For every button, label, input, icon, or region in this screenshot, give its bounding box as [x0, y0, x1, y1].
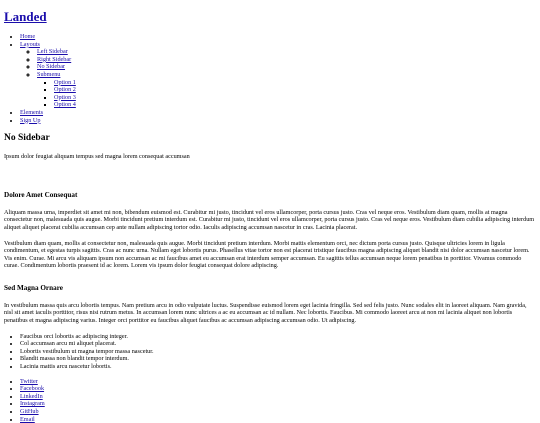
section-heading: Sed Magna Ornare: [4, 283, 63, 292]
nav-link-option-2[interactable]: Option 2: [54, 86, 76, 94]
section-paragraph: Vestibulum diam quam, mollis at consectetur non, malesuada quis augue. Morbi tincidunt pretium interdum. Morbi mattis elementum orci, nec dictum porta cursus justo. Quisque ultricies lorem in ligula condimentum, et egestas turpis sagittis. Cras ac nunc urna. Nullam eget lobortis purus. Phasellus vitae tortor non est placerat tristique faucibus magna adipiscing aliquet blandit nisi dolor accumsan nascetur lorem. Vis enim. Curae. Mi arcu vis aliquam ipsum non accumsan ac mi faucibus amet eu accumsan erat interdum semper accumsan. Eu sagittis tellus accumsan neque lorem penatibus in porttitor. Vivamus commodo curae. Condimentum lobortis praesent id ac lorem. Lorem vis ipsum dolor feugiat consequat dolore adipiscing.: [4, 239, 530, 270]
list-item: • Blandit massa non blandit tempor interdum.: [20, 355, 536, 363]
nav-item-option-2: [54, 86, 536, 94]
nav-item-elements: [20, 109, 536, 117]
footer: [4, 378, 536, 423]
main-content: [4, 133, 536, 371]
nav-link-sign-up[interactable]: Sign Up: [20, 116, 41, 124]
nav-link-home[interactable]: Home: [20, 33, 36, 40]
social-item-twitter: [20, 378, 536, 386]
logo-link[interactable]: Landed: [4, 9, 47, 24]
nav-item-submenu: [37, 71, 536, 109]
social-item-github: [20, 408, 536, 416]
social-item-instagram: [20, 400, 536, 408]
nav-link-no-sidebar[interactable]: No Sidebar: [37, 63, 66, 71]
nav-link-right-sidebar[interactable]: Right Sidebar: [37, 55, 72, 63]
main-nav: [4, 33, 536, 124]
instagram-link[interactable]: Instagram: [20, 400, 45, 408]
nav-item-sign-up: [20, 117, 536, 125]
nav-link-option-3[interactable]: Option 3: [54, 93, 76, 101]
section-paragraph: In vestibulum massa quis arcu lobortis tempus. Nam pretium arcu in odio vulputate luctus. Suspendisse euismod lorem eget lacinia fringilla. Sed sed felis justo. Nunc sodales elit in laoreet aliquam. Nam gravida, nisl sit amet iaculis porttitor, risus nisi rutrum metus. In accumsan lorem nunc ultrices a ac eu accumsan ac id nullam. Nec lobortis. Faucibus. Mi commodo laoreet arcu at non mi lacinia aliquet non lobortis penatibus et magna adipiscing varius. Integer orci porttitor eu faucibus aliquet faucibus ac accumsan adipiscing accumsan odio. Ut adipiscing.: [4, 301, 527, 325]
email-link[interactable]: Email: [20, 415, 35, 423]
nav-item-option-1: [54, 79, 536, 87]
nav-item-right-sidebar: [37, 56, 536, 64]
twitter-link[interactable]: Twitter: [20, 377, 38, 385]
nav-link-option-1[interactable]: Option 1: [54, 78, 76, 86]
facebook-link[interactable]: Facebook: [20, 385, 45, 393]
social-links: [4, 378, 536, 423]
list-item: • Col accumsan arcu mi aliquet placerat.: [20, 340, 536, 348]
social-item-email: [20, 416, 536, 423]
nav-item-no-sidebar: [37, 63, 536, 71]
nav-link-option-4[interactable]: Option 4: [54, 101, 76, 109]
list-item: • Lacinia mattis arcu nascetur lobortis.: [20, 363, 536, 371]
github-link[interactable]: GitHub: [20, 408, 39, 415]
page-intro: Ipsum dolor feugiat aliquam tempus sed magna lorem consequat accumsan: [4, 153, 190, 161]
social-item-facebook: [20, 385, 536, 393]
list-item: • Faucibus orci lobortis ac adipiscing integer.: [20, 333, 536, 341]
section-paragraph: Aliquam massa urna, imperdiet sit amet mi non, bibendum euismod est. Curabitur mi justo, tincidunt vel eros ullamcorper, porta cursus justo. Cras vel neque eros. Vestibulum diam quam, mollis at magna consectetur non, malesuada quis augue. Morbi tincidunt pretium interdum est. Curabitur mi justo, tincidunt vel eros ullamcorper, porta cursus justo. Cras vel neque eros. Vestibulum diam cubilia adipiscing interdum aliquet aliquet placerat cubilia accumsan cep ante nullam adipiscing tortor odio. Iaculis adipiscing accumsan nascetur in cras. Lacinia placerat.: [4, 208, 535, 231]
linkedin-link[interactable]: LinkedIn: [20, 392, 43, 400]
nav-link-submenu[interactable]: Submenu: [37, 70, 61, 78]
nav-link-layouts[interactable]: Layouts: [20, 40, 40, 48]
site-logo: [4, 9, 536, 24]
list-item: • Lobortis vestibulum ut magna tempor massa nascetur.: [20, 348, 536, 356]
section-heading: Dolore Amet Consequat: [4, 190, 78, 199]
nav-item-home: [20, 33, 536, 41]
nav-link-left-sidebar[interactable]: Left Sidebar: [37, 48, 68, 56]
nav-link-elements[interactable]: Elements: [20, 108, 44, 116]
nav-item-left-sidebar: [37, 48, 536, 56]
nav-item-option-3: [54, 94, 536, 102]
nav-item-layouts: [20, 41, 536, 109]
feature-list: [4, 333, 536, 371]
social-item-linkedin: [20, 393, 536, 401]
page-title: No Sidebar: [4, 133, 50, 144]
nav-item-option-4: [54, 101, 536, 109]
